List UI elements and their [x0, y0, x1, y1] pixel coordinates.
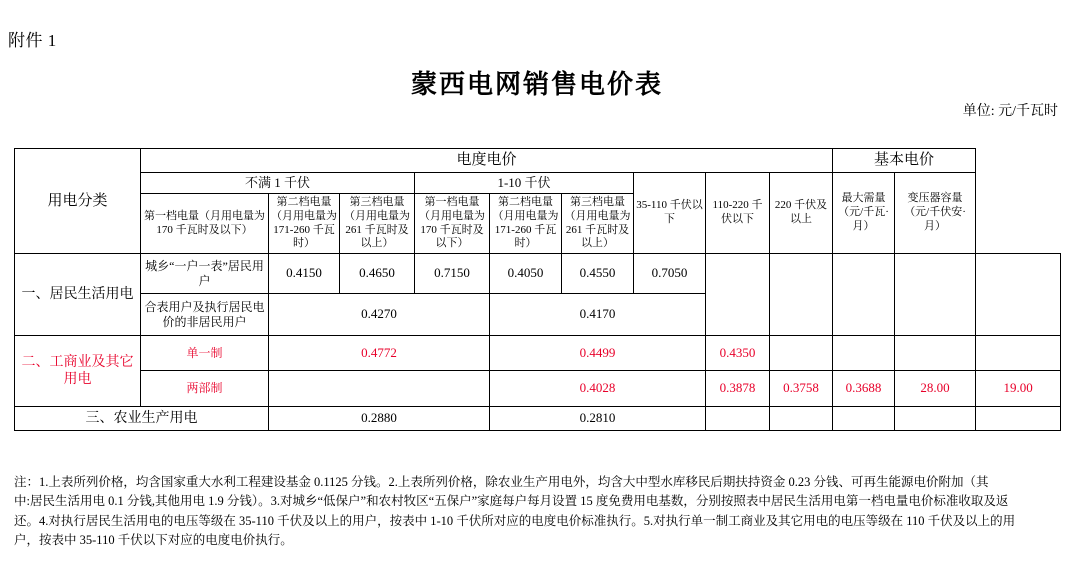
footnote-line-4: 户，按表中 35-110 千伏以下对应的电度电价执行。: [14, 533, 293, 548]
cell-single-110-220kv: [770, 336, 833, 371]
category-commercial-industrial: 二、工商业及其它用电: [15, 336, 141, 407]
cell-single-transformer: [976, 336, 1061, 371]
table-row: [15, 254, 1061, 294]
cell-twopart-220kv-up: 0.3688: [833, 371, 895, 407]
header-220kv-up: 220 千伏及以上: [770, 172, 833, 253]
cell-single-35-110kv: 0.4350: [706, 336, 770, 371]
cell-res-t3-1-10kv: 0.7050: [634, 254, 706, 294]
rate-table: [14, 148, 1061, 431]
header-group-1-10kv: 1-10 千伏: [415, 172, 634, 193]
header-energy-price: 电度电价: [141, 149, 833, 173]
cell-res-t2-1-10kv: 0.4550: [562, 254, 634, 294]
cell-twopart-transformer: 19.00: [976, 371, 1061, 407]
cell-shared-1-10kv: 0.4170: [490, 294, 706, 336]
header-tier1-under1kv: 第一档电量（月用电量为 170 千瓦时及以下）: [141, 194, 269, 254]
header-transformer-capacity: 变压器容量（元/千伏安·月）: [895, 172, 976, 253]
header-35-110kv: 35-110 千伏以下: [634, 172, 706, 253]
cell-res-110-220kv: [770, 254, 833, 336]
cell-agri-110-220kv: [770, 407, 833, 431]
cell-twopart-110-220kv: 0.3758: [770, 371, 833, 407]
header-110-220kv: 110-220 千伏以下: [706, 172, 770, 253]
header-tier2-under1kv: 第二档电量（月用电量为 171-260 千瓦时）: [269, 194, 340, 254]
header-tier1-1-10kv: 第一档电量（月用电量为 170 千瓦时及以下）: [415, 194, 490, 254]
cell-single-1-10kv: 0.4499: [490, 336, 706, 371]
rate-table-container: [14, 148, 1060, 431]
header-basic-price: 基本电价: [833, 149, 976, 173]
header-tier3-under1kv: 第三档电量（月用电量为 261 千瓦时及以上）: [340, 194, 415, 254]
cell-agri-max-demand: [895, 407, 976, 431]
header-tier3-1-10kv: 第三档电量（月用电量为 261 千瓦时及以上）: [562, 194, 634, 254]
cell-res-t3-under1kv: 0.7150: [415, 254, 490, 294]
page-title: 蒙西电网销售电价表: [410, 70, 663, 99]
cell-shared-under1kv: 0.4270: [269, 294, 490, 336]
footnote-line-3: 还。4.对执行居民生活用电的电压等级在 35-110 千伏及以上的用户，按表中 1-10 千伏所对应的电度电价标准执行。5.对执行单一制工商业及其它用电的电压等级在 110 千伏及以上的用: [14, 513, 1016, 528]
subcategory-shared-meter: 合表用户及执行居民电价的非居民用户: [141, 294, 269, 336]
category-agricultural: 三、农业生产用电: [15, 407, 269, 431]
header-group-under-1kv: 不满 1 千伏: [141, 172, 415, 193]
subcategory-two-part-tariff: 两部制: [141, 371, 269, 407]
table-row: [15, 336, 1061, 371]
footnote-line-1: 注：1.上表所列价格，均含国家重大水利工程建设基金 0.1125 分钱。2.上表所列价格，除农业生产用电外，均含大中型水库移民后期扶持资金 0.23 分钱、可再生能源电价附加（其: [14, 475, 989, 489]
cell-res-t2-under1kv: 0.4650: [340, 254, 415, 294]
cell-res-35-110kv: [706, 254, 770, 336]
subcategory-one-household-one-meter: 城乡“一户一表”居民用户: [141, 254, 269, 294]
cell-res-t1-under1kv: 0.4150: [269, 254, 340, 294]
footnotes: [14, 473, 1060, 551]
cell-agri-35-110kv: [706, 407, 770, 431]
cell-agri-under1kv: 0.2880: [269, 407, 490, 431]
table-row: [15, 407, 1061, 431]
cell-agri-1-10kv: 0.2810: [490, 407, 706, 431]
cell-twopart-under1kv: [269, 371, 490, 407]
cell-res-max-demand: [895, 254, 976, 336]
unit-note: 单位: 元/千瓦时: [962, 104, 1058, 119]
attachment-label: 附件 1: [8, 31, 57, 50]
cell-res-t1-1-10kv: 0.4050: [490, 254, 562, 294]
table-row: [15, 371, 1061, 407]
cell-twopart-max-demand: 28.00: [895, 371, 976, 407]
cell-agri-220kv-up: [833, 407, 895, 431]
footnote-line-2: 中:居民生活用电 0.1 分钱,其他用电 1.9 分钱）。3.对城乡“低保户”和农村牧区“五保户”家庭每户每月设置 15 度免费用电基数，分别按照表中居民生活用电第一档电量电价标准收取及返: [14, 494, 1009, 509]
header-max-demand: 最大需量（元/千瓦·月）: [833, 172, 895, 253]
cell-twopart-1-10kv: 0.4028: [490, 371, 706, 407]
header-tier2-1-10kv: 第二档电量（月用电量为 171-260 千瓦时）: [490, 194, 562, 254]
cell-res-220kv-up: [833, 254, 895, 336]
category-residential: 一、居民生活用电: [15, 254, 141, 336]
cell-agri-transformer: [976, 407, 1061, 431]
subcategory-single-tariff: 单一制: [141, 336, 269, 371]
cell-single-under1kv: 0.4772: [269, 336, 490, 371]
table-header-row-2: [15, 172, 1061, 193]
cell-single-220kv-up: [833, 336, 895, 371]
header-category: 用电分类: [15, 149, 141, 254]
cell-twopart-35-110kv: 0.3878: [706, 371, 770, 407]
table-header-row-1: [15, 149, 1061, 173]
cell-single-max-demand: [895, 336, 976, 371]
cell-res-transformer: [976, 254, 1061, 336]
